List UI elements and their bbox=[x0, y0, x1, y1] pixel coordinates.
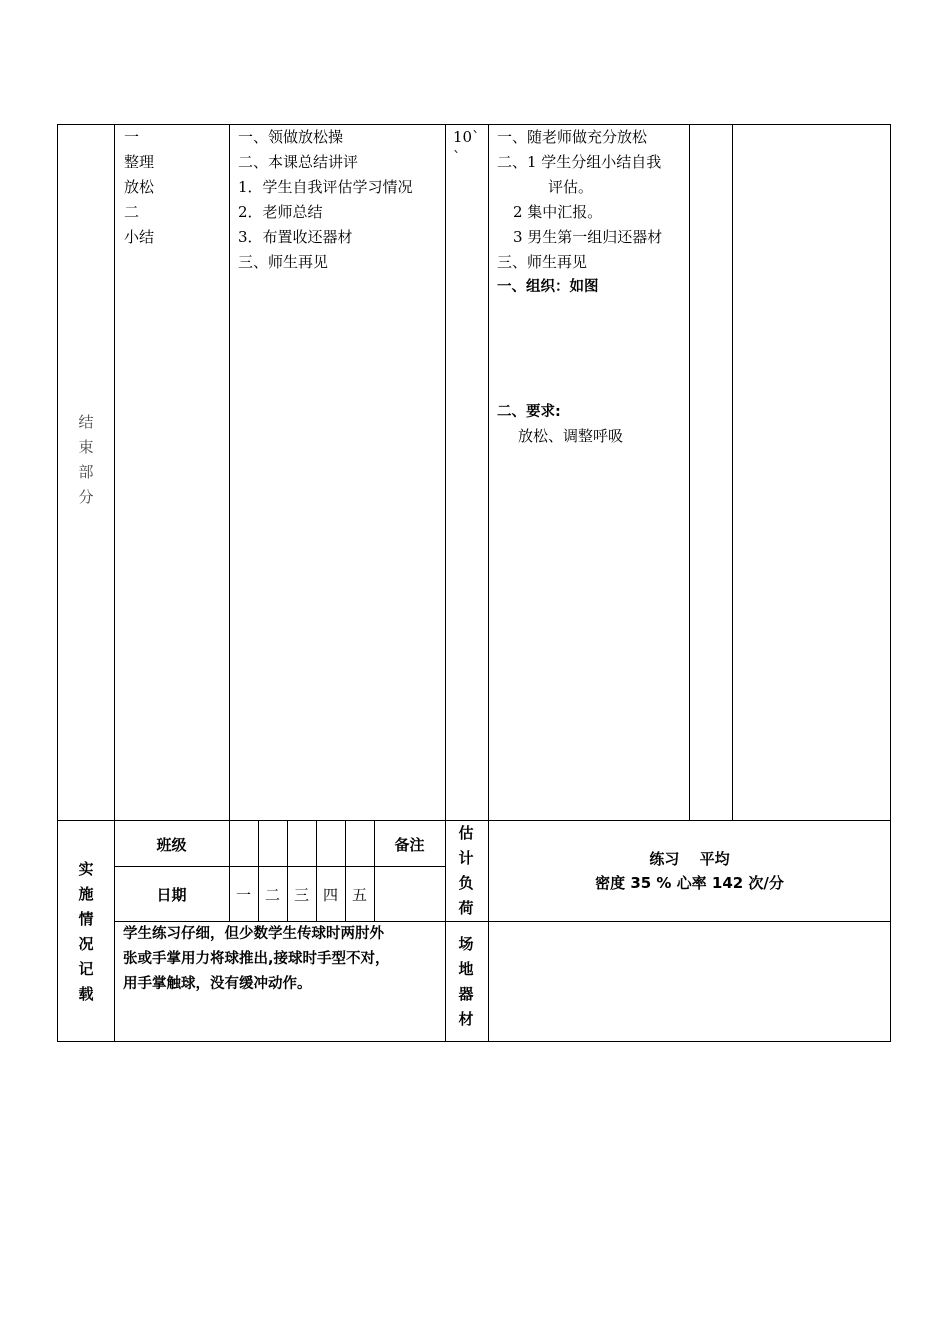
col-divider-3 bbox=[445, 124, 446, 1042]
date-label: 日期 bbox=[156, 886, 187, 904]
teacher-line: 2．老师总结 bbox=[238, 203, 323, 221]
section-label-char: 部 bbox=[78, 463, 94, 481]
col-divider-5 bbox=[689, 124, 690, 821]
class-row-divider bbox=[114, 866, 446, 867]
load-label-char: 计 bbox=[458, 849, 474, 867]
right-border bbox=[890, 124, 891, 1042]
venue-label bbox=[456, 932, 476, 1032]
teacher-line: 3．布置收还器材 bbox=[238, 228, 353, 246]
venue-label-char: 材 bbox=[458, 1010, 474, 1028]
section-label-char: 结 bbox=[78, 413, 94, 431]
section-label-char: 束 bbox=[78, 438, 94, 456]
practice-line: 练习 平均 bbox=[649, 850, 730, 868]
notes-line: 张或手掌用力将球推出,接球时手型不对， bbox=[123, 951, 390, 967]
grid-divider bbox=[345, 820, 346, 921]
requirements-text: 放松、调整呼吸 bbox=[518, 427, 624, 445]
topic-line: 放松 bbox=[124, 178, 155, 196]
density-line: 密度 35 % 心率 142 次/分 bbox=[595, 874, 784, 892]
day-cell: 五 bbox=[351, 886, 367, 904]
left-border bbox=[57, 124, 58, 1042]
day-cell: 四 bbox=[322, 886, 338, 904]
organization-heading: 一、组织：如图 bbox=[497, 279, 599, 295]
load-label-char: 荷 bbox=[458, 899, 474, 917]
impl-label-char: 记 bbox=[78, 960, 94, 978]
venue-label-char: 场 bbox=[458, 935, 474, 953]
topic-line: 整理 bbox=[124, 153, 155, 171]
impl-label bbox=[76, 857, 96, 1007]
student-line: 二、1 学生分组小结自我 bbox=[497, 153, 662, 171]
impl-label-char: 载 bbox=[78, 985, 94, 1003]
load-label bbox=[456, 821, 476, 921]
topic-line: 二 bbox=[124, 203, 140, 221]
time-value: 10` bbox=[453, 128, 480, 146]
requirements-heading: 二、要求: bbox=[497, 404, 561, 420]
notes-line: 用手掌触球，没有缓冲动作。 bbox=[123, 976, 312, 992]
col-divider-6 bbox=[732, 124, 733, 821]
load-label-char: 负 bbox=[458, 874, 474, 892]
time-tick: ` bbox=[453, 148, 461, 166]
venue-label-char: 地 bbox=[458, 960, 474, 978]
student-line: 2 集中汇报。 bbox=[513, 203, 603, 221]
grid-divider bbox=[316, 820, 317, 921]
grid-divider bbox=[287, 820, 288, 921]
class-label: 班级 bbox=[156, 836, 187, 854]
teacher-line: 二、本课总结讲评 bbox=[238, 153, 359, 171]
teacher-line: 三、师生再见 bbox=[238, 253, 329, 271]
topic-line: 小结 bbox=[124, 228, 155, 246]
day-cell: 三 bbox=[293, 886, 309, 904]
student-line: 评估。 bbox=[548, 178, 594, 196]
notes-line: 学生练习仔细，但少数学生传球时两肘外 bbox=[123, 926, 384, 942]
col-divider-4 bbox=[488, 124, 489, 1042]
impl-label-char: 情 bbox=[78, 910, 94, 928]
grid-divider bbox=[229, 820, 230, 921]
grid-divider bbox=[258, 820, 259, 921]
teacher-line: 1．学生自我评估学习情况 bbox=[238, 178, 413, 196]
venue-label-char: 器 bbox=[458, 985, 474, 1003]
impl-label-char: 况 bbox=[78, 935, 94, 953]
table-bottom-border bbox=[57, 1041, 891, 1042]
load-label-char: 估 bbox=[458, 824, 474, 842]
student-line: 一、随老师做充分放松 bbox=[497, 128, 648, 146]
day-cell: 一 bbox=[235, 886, 251, 904]
section-label bbox=[76, 410, 96, 510]
day-cell: 二 bbox=[264, 886, 280, 904]
col-divider-2 bbox=[229, 124, 230, 821]
student-line: 三、师生再见 bbox=[497, 253, 588, 271]
student-line: 3 男生第一组归还器材 bbox=[513, 228, 663, 246]
impl-label-char: 实 bbox=[78, 860, 94, 878]
impl-label-char: 施 bbox=[78, 885, 94, 903]
teacher-line: 一、领做放松操 bbox=[238, 128, 344, 146]
remark-label: 备注 bbox=[394, 836, 425, 854]
section-label-char: 分 bbox=[78, 488, 94, 506]
topic-line: 一 bbox=[124, 128, 140, 146]
